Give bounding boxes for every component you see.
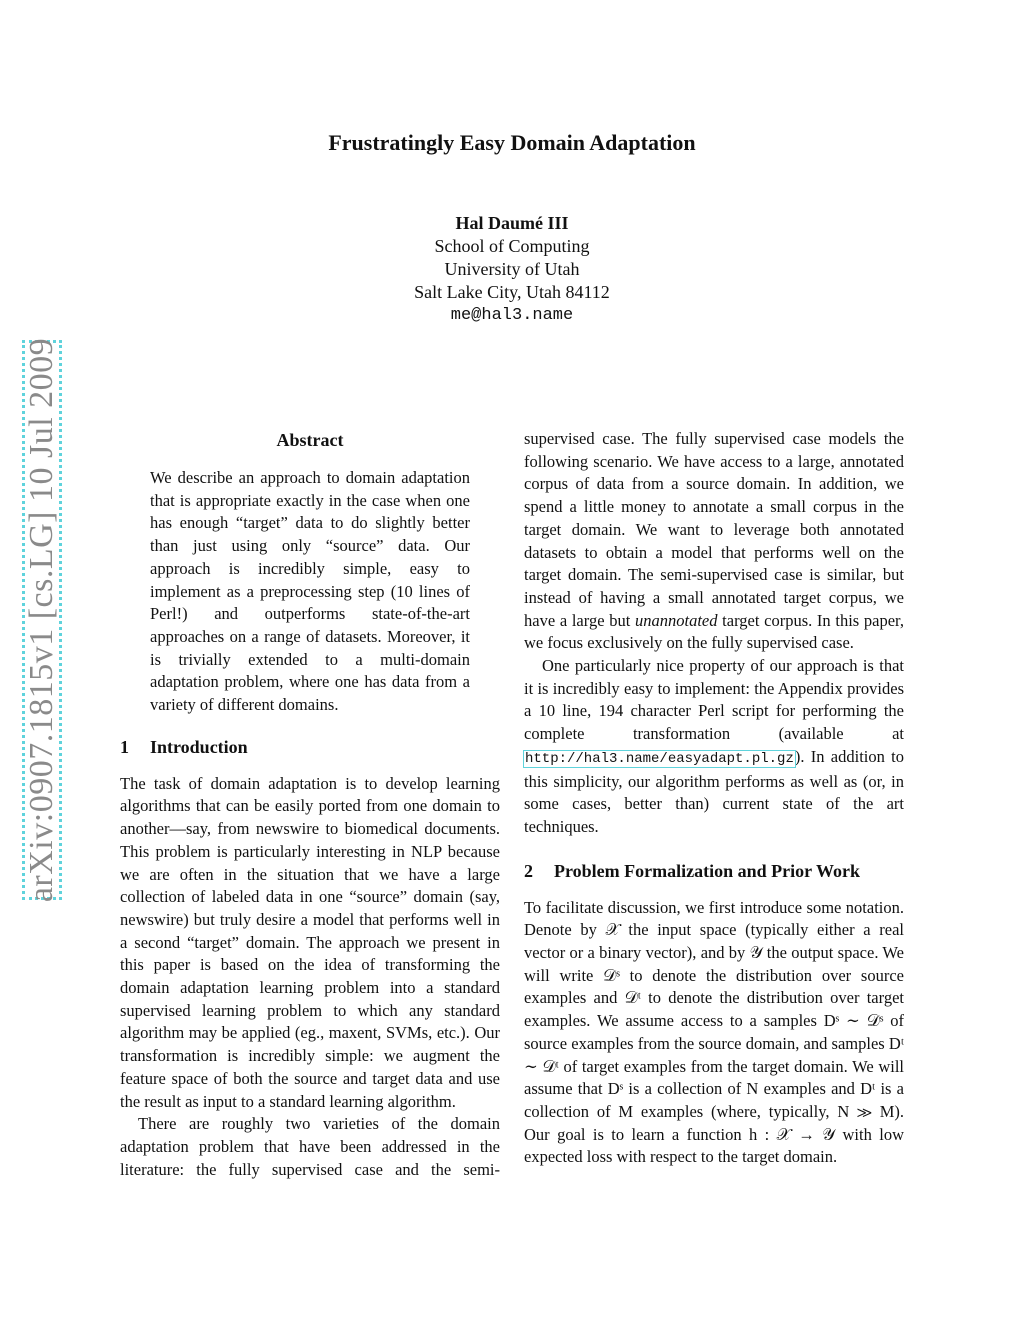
- section-heading-introduction: [120, 735, 500, 759]
- intro-paragraph-3-end: ). In addition to this simplicity, our algorithm performs as well as (or, in some cases, better than) current state of the art techniques.: [524, 746, 904, 836]
- section-number: 2: [524, 860, 533, 881]
- intro-paragraph-2: [120, 1113, 500, 1181]
- abstract-text: We describe an approach to domain adaptation that is appropriate exactly in the case when one has enough “target” data to do slightly better than just using only “source” data. Our approach is incredibly simple, easy to implement as a preprocessing step (10 lines of Perl!) and outperforms state-of-the-art approaches on a range of datasets. Moreover, it is trivially extended to a multi-domain adaptation problem, where one has data from a variety of different domains.: [150, 468, 470, 715]
- right-column: [524, 428, 904, 1169]
- intro-paragraph-3-text: One particularly nice property of our approach is that it is incredibly easy to implement: the Appendix provides a 10 line, 194 character Perl script for performing the complete transformation (available at: [524, 656, 904, 744]
- abstract-heading: Abstract: [276, 430, 344, 450]
- author-name: Hal Daumé III: [455, 213, 569, 233]
- author-university: University of Utah: [444, 259, 580, 279]
- section-title: Introduction: [150, 736, 248, 757]
- script-link[interactable]: http://hal3.name/easyadapt.pl.gz: [525, 750, 794, 767]
- author-block: [0, 212, 1024, 327]
- intro-paragraph-2-text: There are roughly two varieties of the domain adaptation problem that have been addressed in the literature: the fully supervised case and the semi-: [120, 1114, 500, 1179]
- section-title: Problem Formalization and Prior Work: [554, 860, 860, 881]
- arxiv-id: arXiv:0907.1815v1 [cs.LG] 10 Jul 2009: [23, 337, 60, 903]
- section-number: 1: [120, 736, 129, 757]
- intro-paragraph-3: [524, 655, 904, 839]
- section-heading-problem-formalization: [524, 859, 904, 883]
- author-dept: School of Computing: [434, 236, 590, 256]
- author-city: Salt Lake City, Utah 84112: [414, 282, 610, 302]
- paper-title: Frustratingly Easy Domain Adaptation: [328, 130, 696, 155]
- left-column: [120, 428, 500, 1181]
- problem-paragraph-1: To facilitate discussion, we first introduce some notation. Denote by 𝒳 the input space (typically either a real vector or a binary vector), and by 𝒴 the output space. We will write 𝒟ˢ to denote the distribution over source examples and 𝒟ᵗ to denote the distribution over target examples. We assume access to a samples Dˢ ∼ 𝒟ˢ of source examples from the source domain, and samples Dᵗ ∼ 𝒟ᵗ of target examples from the target domain. We will assume that Dˢ is a collection of N examples and Dᵗ is a collection of M examples (where, typically, N ≫ M). Our goal is to learn a function h : 𝒳 → 𝒴 with low expected loss with respect to the target domain.: [524, 897, 904, 1167]
- intro-paragraph-2-continued: [524, 428, 904, 655]
- intro-paragraph-1: The task of domain adaptation is to develop learning algorithms that can be easily ported from one domain to another—say, from newswire to biomedical documents. This problem is particularly interesting in NLP because we are often in the situation that we have a large collection of labeled data in one “source” domain (say, newswire) but truly desire a model that performs well in a second “target” domain. The approach we present in this paper is based on the idea of transforming the domain adaptation learning problem into a standard supervised learning problem to which any standard algorithm may be applied (eg., maxent, SVMs, etc.). Our transformation is incredibly simple: we augment the feature space of both the source and target data and use the result as input to a standard learning algorithm.: [120, 773, 500, 1111]
- author-email: me@hal3.name: [450, 306, 574, 325]
- intro-paragraph-2-continued-text: supervised case. The fully supervised case models the following scenario. We have access to a large, annotated corpus of data from a source domain. In addition, we spend a little money to annotate a small corpus in the target domain. We want to leverage both annotated datasets to obtain a model that performs well on the target domain. The semi-supervised case is similar, but instead of having a small annotated target corpus, we have a large but: [524, 429, 904, 630]
- intro-paragraph-2-end: target corpus. In this paper, we focus exclusively on the fully supervised case.: [524, 610, 904, 653]
- emphasis-text: unannotated: [634, 610, 718, 630]
- arxiv-stamp[interactable]: [22, 337, 62, 903]
